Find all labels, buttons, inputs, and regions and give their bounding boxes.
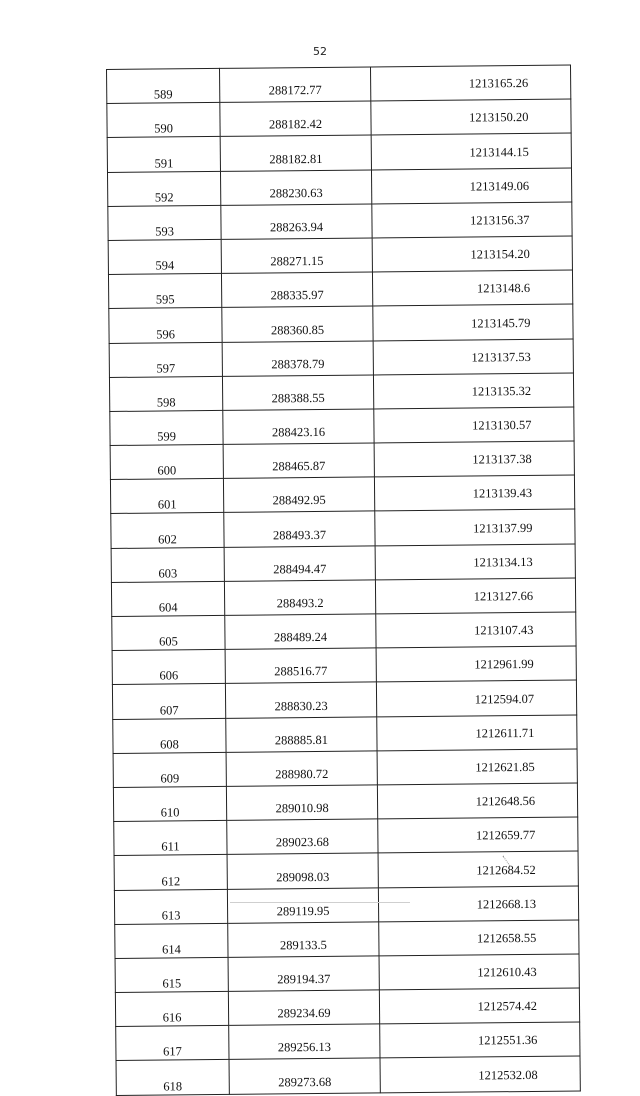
table-row: [116, 1056, 580, 1095]
easting-cell: 288335.97: [221, 272, 372, 308]
northing-cell: 1212621.85: [377, 749, 577, 785]
point-number-cell: 608: [113, 718, 226, 753]
point-number-cell: 614: [115, 923, 228, 958]
point-number-cell: 607: [112, 684, 225, 719]
point-number-cell: 592: [107, 171, 220, 206]
point-number-cell: 613: [114, 889, 227, 924]
point-number-cell: 601: [110, 479, 223, 514]
point-number-cell: 616: [115, 991, 228, 1026]
point-number-cell: 599: [110, 410, 223, 445]
easting-cell: 288830.23: [225, 682, 376, 718]
point-number-cell: 596: [109, 308, 222, 343]
easting-cell: 289256.13: [229, 1024, 380, 1060]
table-row: [107, 99, 571, 138]
easting-cell: 288271.15: [221, 238, 372, 274]
easting-cell: 288493.37: [224, 511, 375, 547]
easting-cell: 288516.77: [225, 648, 376, 684]
point-number-cell: 615: [115, 957, 228, 992]
table-row: [111, 578, 575, 617]
easting-cell: 288230.63: [220, 170, 371, 206]
northing-cell: 1212961.99: [376, 646, 576, 682]
table-row: [112, 680, 576, 719]
table-row: [108, 236, 572, 275]
northing-cell: 1213145.79: [373, 304, 573, 340]
easting-cell: 289010.98: [226, 785, 377, 821]
easting-cell: 289119.95: [227, 887, 378, 923]
northing-cell: 1212532.08: [380, 1056, 580, 1092]
northing-cell: 1213144.15: [371, 133, 571, 169]
easting-cell: 288493.2: [224, 580, 375, 616]
easting-cell: 288360.85: [222, 306, 373, 342]
point-number-cell: 600: [110, 444, 223, 479]
northing-cell: 1213148.6: [372, 270, 572, 306]
table-row: [111, 509, 575, 548]
table-row: [114, 817, 578, 856]
northing-cell: 1212574.42: [379, 988, 579, 1024]
easting-cell: 288182.42: [220, 101, 371, 137]
point-number-cell: 593: [108, 205, 221, 240]
point-number-cell: 609: [113, 752, 226, 787]
northing-cell: 1212659.77: [378, 817, 578, 853]
point-number-cell: 602: [111, 513, 224, 548]
point-number-cell: 603: [111, 547, 224, 582]
table-row: [113, 715, 577, 754]
point-number-cell: 591: [107, 137, 220, 172]
northing-cell: 1212684.52: [378, 851, 578, 887]
table-row: [115, 988, 579, 1027]
coordinate-table-body: [107, 65, 581, 1095]
table-row: [107, 133, 571, 172]
northing-cell: 1213149.06: [371, 168, 571, 204]
northing-cell: 1213137.53: [373, 339, 573, 375]
easting-cell: 289098.03: [227, 853, 378, 889]
table-row: [109, 304, 573, 343]
northing-cell: 1213135.32: [373, 373, 573, 409]
easting-cell: 288980.72: [226, 751, 377, 787]
easting-cell: 288378.79: [222, 340, 373, 376]
table-row: [109, 339, 573, 378]
table-row: [107, 168, 571, 207]
northing-cell: 1213156.37: [372, 202, 572, 238]
northing-cell: 1213107.43: [376, 612, 576, 648]
table-row: [108, 270, 572, 309]
northing-cell: 1212610.43: [379, 954, 579, 990]
table-row: [112, 612, 576, 651]
point-number-cell: 612: [114, 855, 227, 890]
easting-cell: 288465.87: [223, 443, 374, 479]
point-number-cell: 604: [111, 581, 224, 616]
easting-cell: 288182.81: [220, 135, 371, 171]
northing-cell: 1213130.57: [374, 407, 574, 443]
table-row: [113, 783, 577, 822]
table-row: [115, 920, 579, 959]
easting-cell: 289234.69: [228, 990, 379, 1026]
table-row: [110, 407, 574, 446]
northing-cell: 1213154.20: [372, 236, 572, 272]
easting-cell: 288494.47: [224, 546, 375, 582]
point-number-cell: 606: [112, 650, 225, 685]
table-row: [113, 749, 577, 788]
table-row: [110, 441, 574, 480]
northing-cell: 1213139.43: [374, 475, 574, 511]
point-number-cell: 617: [116, 1026, 229, 1061]
northing-cell: 1212551.36: [380, 1022, 580, 1058]
easting-cell: 288423.16: [223, 409, 374, 445]
table-row: [109, 373, 573, 412]
northing-cell: 1213134.13: [375, 544, 575, 580]
easting-cell: 289194.37: [228, 956, 379, 992]
point-number-cell: 618: [116, 1060, 229, 1095]
easting-cell: 288489.24: [225, 614, 376, 650]
table-row: [112, 646, 576, 685]
point-number-cell: 605: [112, 615, 225, 650]
table-row: [108, 202, 572, 241]
easting-cell: 288388.55: [222, 375, 373, 411]
easting-cell: 288263.94: [221, 204, 372, 240]
point-number-cell: 598: [109, 376, 222, 411]
easting-cell: 288172.77: [219, 67, 370, 103]
northing-cell: 1213150.20: [371, 99, 571, 135]
page-bottom-edge: [230, 902, 410, 903]
table-row: [115, 954, 579, 993]
easting-cell: 289023.68: [227, 819, 378, 855]
page-number: 52: [313, 45, 327, 58]
easting-cell: 289133.5: [228, 922, 379, 958]
coordinate-table-wrapper: [106, 65, 558, 1096]
point-number-cell: 589: [107, 68, 220, 103]
point-number-cell: 590: [107, 103, 220, 138]
northing-cell: 1212594.07: [376, 680, 576, 716]
table-row: [110, 475, 574, 514]
northing-cell: 1212648.56: [377, 783, 577, 819]
northing-cell: 1212658.55: [379, 920, 579, 956]
table-row: [111, 544, 575, 583]
easting-cell: 288492.95: [223, 477, 374, 513]
table-row: [116, 1022, 580, 1061]
northing-cell: 1212611.71: [377, 715, 577, 751]
easting-cell: 288885.81: [226, 716, 377, 752]
point-number-cell: 610: [113, 786, 226, 821]
northing-cell: 1213137.38: [374, 441, 574, 477]
northing-cell: 1213165.26: [370, 65, 570, 101]
northing-cell: 1213137.99: [375, 509, 575, 545]
table-row: [107, 65, 571, 104]
point-number-cell: 595: [108, 274, 221, 309]
point-number-cell: 611: [114, 821, 227, 856]
northing-cell: 1213127.66: [375, 578, 575, 614]
northing-cell: 1212668.13: [378, 886, 578, 922]
point-number-cell: 594: [108, 239, 221, 274]
easting-cell: 289273.68: [229, 1058, 380, 1094]
coordinate-table: [106, 65, 581, 1096]
point-number-cell: 597: [109, 342, 222, 377]
